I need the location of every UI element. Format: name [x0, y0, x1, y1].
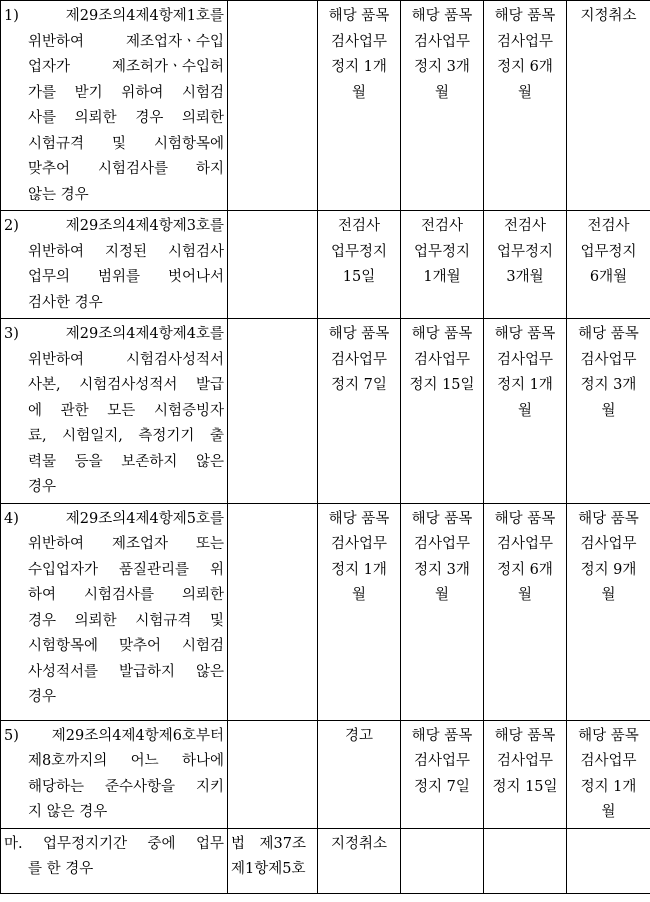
violation-description-line: 1) 제29조의4제4항제1호를 — [4, 8, 224, 24]
penalty-third-line: 정지 6개 — [497, 59, 553, 75]
violation-description-line: 업자가 제조허가ㆍ수입허 — [28, 59, 224, 75]
penalty-fourth-line: 지정취소 — [580, 8, 637, 24]
penalty-third-line: 검사업무 — [496, 753, 554, 769]
violation-description-line: 수입업자가 품질관리를 위 — [28, 561, 224, 578]
violation-description-line: 가를 받기 위하여 시험검 — [28, 84, 224, 101]
penalty-second-line: 업무정지 — [413, 243, 471, 260]
penalty-first-line: 지정취소 — [330, 835, 388, 852]
violation-description-line: 5) 제29조의4제4항제6호부터 — [4, 727, 224, 744]
penalty-third-line: 정지 1개 — [497, 377, 553, 393]
legal-basis — [228, 828, 318, 893]
table-row — [1, 503, 650, 720]
penalty-first-line: 검사업무 — [330, 536, 388, 552]
violation-description-line: 제8호까지의 어느 하나에 — [28, 753, 224, 769]
penalty-first — [318, 211, 401, 319]
penalty-second-line: 1개월 — [423, 269, 461, 285]
penalty-second-line: 검사업무 — [413, 33, 471, 50]
penalty-first-line: 정지 7일 — [331, 377, 387, 393]
violation-description-line: 마. 업무정지기간 중에 업무 — [4, 835, 224, 852]
penalty-second-line: 해당 품목 — [411, 8, 473, 24]
violation-description-line: 지 않은 경우 — [28, 804, 108, 820]
violation-description-line: 업무의 범위를 벗어나서 — [28, 269, 224, 285]
violation-description-line: 위반하여 지정된 시험검사 — [28, 243, 224, 260]
penalty-third-line: 업무정지 — [496, 243, 554, 260]
penalty-first-line: 월 — [351, 587, 366, 603]
violation-description-line: 사본, 시험검사성적서 발급 — [28, 377, 224, 393]
penalty-second — [401, 720, 484, 828]
penalty-fourth-line: 검사업무 — [580, 351, 637, 368]
table-row — [1, 828, 650, 893]
penalty-third — [484, 828, 567, 893]
penalty-fourth-line: 정지 3개 — [580, 377, 637, 393]
penalty-first-line: 15일 — [342, 269, 376, 285]
penalty-third — [484, 319, 567, 504]
penalty-fourth — [567, 1, 650, 211]
penalty-third — [484, 1, 567, 211]
penalty-second-line: 정지 3개 — [414, 561, 470, 578]
penalty-first — [318, 1, 401, 211]
table-row — [1, 720, 650, 828]
penalty-fourth-line: 업무정지 — [580, 243, 637, 260]
penalty-second-line: 정지 15일 — [409, 377, 475, 393]
violation-description-line: 에 관한 모든 시험증빙자 — [28, 402, 224, 419]
penalty-third-line: 3개월 — [506, 269, 544, 285]
penalty-third-line: 검사업무 — [496, 536, 554, 552]
penalty-fourth-line: 6개월 — [589, 269, 628, 285]
penalty-third-line: 전검사 — [503, 218, 547, 234]
violation-description — [1, 211, 228, 319]
penalty-second — [401, 211, 484, 319]
penalty-third-line: 해당 품목 — [494, 8, 556, 24]
violation-description-line: 3) 제29조의4제4항제4호를 — [4, 326, 224, 342]
violation-description-line: 력물 등을 보존하지 않은 — [28, 453, 224, 470]
penalty-third-line: 월 — [517, 84, 532, 101]
penalty-fourth-line: 월 — [601, 804, 616, 820]
violation-description-line: 경우 의뢰한 시험규격 및 — [28, 612, 224, 629]
penalty-fourth-line: 월 — [601, 587, 616, 603]
penalty-first-line: 해당 품목 — [328, 326, 390, 342]
violation-description-line: 위반하여 제조업자 또는 — [28, 536, 224, 552]
penalty-first-line: 월 — [351, 84, 366, 101]
penalty-fourth-line: 해당 품목 — [578, 727, 639, 744]
penalty-second — [401, 319, 484, 504]
legal-basis-line: 법 제37조 — [231, 835, 306, 852]
penalty-first-line: 정지 1개 — [331, 59, 387, 75]
penalty-first-line: 해당 품목 — [328, 8, 390, 24]
legal-basis — [228, 1, 318, 211]
penalty-fourth — [567, 828, 650, 893]
penalty-second-line: 해당 품목 — [411, 510, 473, 527]
penalty-first-line: 전검사 — [337, 218, 381, 234]
penalty-first-line: 검사업무 — [330, 351, 388, 368]
penalty-first-line: 정지 1개 — [331, 561, 387, 578]
penalty-fourth — [567, 503, 650, 720]
penalty-first-line: 업무정지 — [330, 243, 388, 260]
penalty-fourth-line: 해당 품목 — [578, 326, 639, 342]
penalty-fourth-line: 해당 품목 — [578, 510, 639, 527]
violation-description — [1, 720, 228, 828]
penalty-third — [484, 720, 567, 828]
violation-description-line: 하여 시험검사를 의뢰한 — [28, 587, 224, 603]
violation-description — [1, 319, 228, 504]
violation-description-line: 사를 의뢰한 경우 의뢰한 — [28, 110, 224, 126]
penalty-third — [484, 503, 567, 720]
violation-description-line: 시험항목에 맞추어 시험검 — [28, 638, 224, 654]
violation-description — [1, 503, 228, 720]
violation-description-line: 위반하여 시험검사성적서 — [28, 351, 224, 368]
penalty-fourth-line: 정지 1개 — [580, 778, 637, 795]
violation-description-line: 검사한 경우 — [28, 294, 103, 311]
violation-description-line: 시험규격 및 시험항목에 — [28, 135, 224, 152]
violation-description-line: 를 한 경우 — [28, 861, 94, 877]
table-row — [1, 319, 650, 504]
violation-description-line: 경우 — [28, 689, 57, 705]
violation-description — [1, 1, 228, 211]
legal-basis-line: 제1항제5호 — [231, 861, 306, 877]
table-row — [1, 211, 650, 319]
violation-description-line: 료, 시험일지, 측정기기 출 — [28, 428, 224, 444]
penalty-fourth-line: 전검사 — [587, 218, 630, 234]
penalty-second — [401, 1, 484, 211]
penalty-second-line: 월 — [434, 587, 449, 603]
violation-description-line: 2) 제29조의4제4항제3호를 — [4, 218, 224, 234]
penalty-fourth-line: 검사업무 — [580, 536, 637, 552]
violation-description — [1, 828, 228, 893]
penalty-second-line: 검사업무 — [413, 351, 471, 368]
legal-basis — [228, 720, 318, 828]
penalty-second-line: 검사업무 — [413, 753, 471, 769]
penalty-third-line: 해당 품목 — [494, 727, 556, 744]
violation-description-line: 맞추어 시험검사를 하지 — [28, 161, 224, 177]
penalty-first — [318, 720, 401, 828]
penalty-third — [484, 211, 567, 319]
penalty-second-line: 해당 품목 — [411, 326, 473, 342]
penalty-third-line: 정지 6개 — [497, 561, 553, 578]
penalty-second-line: 정지 7일 — [414, 778, 470, 795]
penalty-fourth — [567, 319, 650, 504]
penalty-fourth-line: 정지 9개 — [580, 561, 637, 578]
penalty-first — [318, 319, 401, 504]
violation-description-line: 해당하는 준수사항을 지키 — [28, 778, 224, 795]
penalty-second-line: 전검사 — [420, 218, 464, 234]
table-row — [1, 1, 650, 211]
violation-description-line: 위반하여 제조업자ㆍ수입 — [28, 33, 224, 50]
legal-basis — [228, 319, 318, 504]
penalty-first-line: 검사업무 — [330, 33, 388, 50]
penalty-fourth-line: 월 — [601, 402, 616, 419]
penalty-second — [401, 828, 484, 893]
penalty-first — [318, 828, 401, 893]
penalty-third-line: 해당 품목 — [494, 510, 556, 527]
violation-description-line: 4) 제29조의4제4항제5호를 — [4, 510, 224, 527]
penalty-second-line: 해당 품목 — [411, 727, 473, 744]
penalty-third-line: 정지 15일 — [492, 778, 558, 795]
penalty-first-line: 해당 품목 — [328, 510, 390, 527]
violation-description-line: 사성적서를 발급하지 않은 — [28, 663, 224, 680]
legal-basis — [228, 503, 318, 720]
legal-basis — [228, 211, 318, 319]
penalty-fourth — [567, 211, 650, 319]
penalty-table-body — [1, 1, 650, 894]
violation-description-line: 경우 — [28, 479, 57, 495]
penalty-third-line: 해당 품목 — [494, 326, 556, 342]
penalty-third-line: 검사업무 — [496, 33, 554, 50]
penalty-fourth — [567, 720, 650, 828]
penalty-first — [318, 503, 401, 720]
penalty-first-line: 경고 — [344, 727, 373, 744]
penalty-second — [401, 503, 484, 720]
penalty-second-line: 월 — [434, 84, 449, 101]
penalty-second-line: 검사업무 — [413, 536, 471, 552]
penalty-third-line: 월 — [517, 402, 532, 419]
penalty-second-line: 정지 3개 — [414, 59, 470, 75]
violation-description-line: 않는 경우 — [28, 186, 89, 203]
penalty-third-line: 월 — [517, 587, 532, 603]
penalty-third-line: 검사업무 — [496, 351, 554, 368]
penalty-fourth-line: 검사업무 — [580, 753, 637, 769]
